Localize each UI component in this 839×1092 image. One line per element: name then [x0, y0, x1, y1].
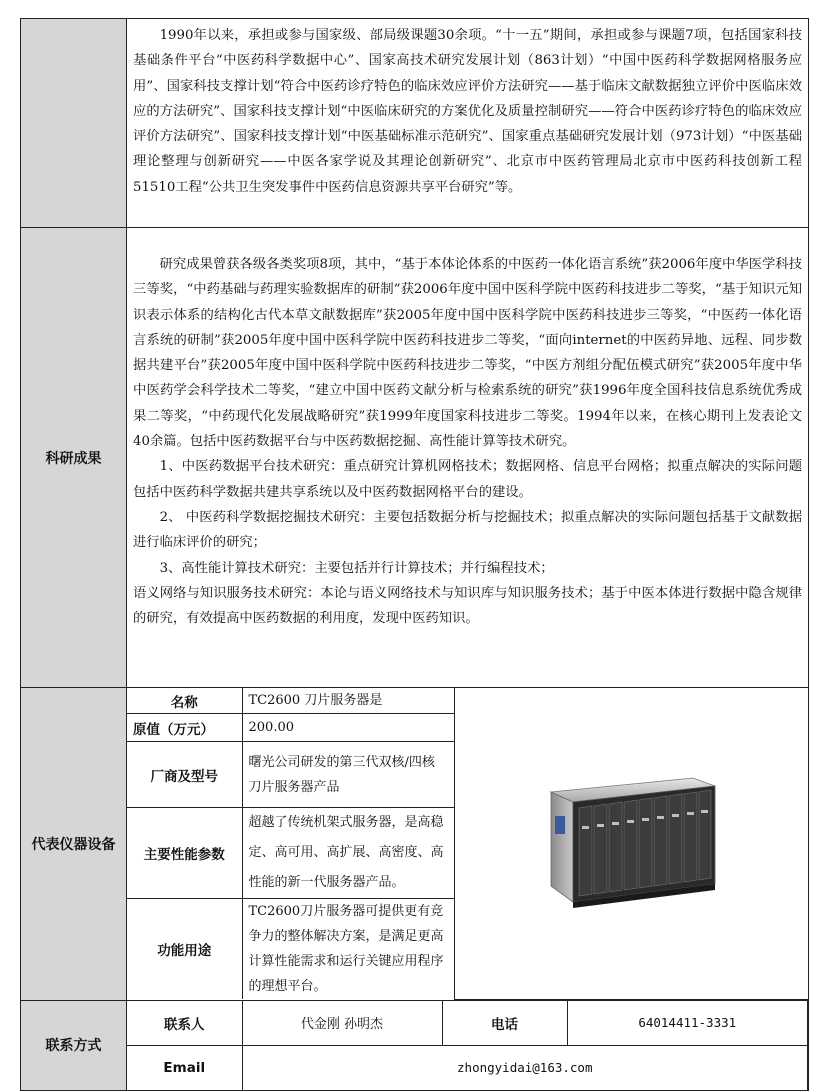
equipment-header: 代表仪器设备	[21, 688, 127, 1001]
equipment-value-vendor: 曙光公司研发的第三代双核/四核刀片服务器产品	[242, 742, 454, 808]
achievements-cell	[127, 228, 809, 688]
projects-paragraph: 1990年以来，承担或参与国家级、部局级课题30余项。“十一五”期间，承担或参与课题7项，包括国家科技基础条件平台“中医药科学数据中心”、国家高技术研究发展计划（863计划）“中国中医药科学数据网格服务应用”、国家科技支撑计划“符合中医药诊疗特色的临床效应评价方法研究——基于临床文献数据独立评价中医临床效应的方法研究”、国家科技支撑计划“中医临床研究的方案优化及质量控制研究——符合中医药诊疗特色的临床效应评价方法研究”、国家科技支撑计划“中医基础标准示范研究”、国家重点基础研究发展计划（973计划）“中医基础理论整理与创新研究——中医各家学说及其理论创新研究”、北京市中医药管理局北京市中医药科技创新工程51510工程“公共卫生突发事件中医药信息资源共享平台研究”等。	[133, 28, 802, 195]
equipment-label-usage: 功能用途	[127, 899, 242, 1000]
blade-server-photo-icon	[543, 756, 719, 926]
equipment-image-cell	[454, 688, 808, 999]
achievements-item-2: 2、 中医药科学数据挖掘技术研究：主要包括数据分析与挖掘技术；拟重点解决的实际问题包括基于文献数据进行临床评价的研究；	[133, 509, 802, 551]
achievements-row	[21, 228, 809, 688]
projects-cell	[127, 19, 809, 228]
equipment-row	[21, 688, 809, 1001]
phone-value: 64014411-3331	[567, 1001, 808, 1046]
equipment-label-price: 原值（万元）	[127, 714, 242, 742]
phone-label: 电话	[442, 1001, 567, 1046]
contact-row	[21, 1000, 809, 1090]
contact-table	[127, 1001, 808, 1090]
equipment-table	[127, 688, 808, 1000]
achievements-paragraph: 研究成果曾获各级各类奖项8项，其中，“基于本体论体系的中医药一体化语言系统”获2006年度中华医学科技三等奖，“中药基础与药理实验数据库的研制”获2006年度中国中医科学院中医药科技进步二等奖，“基于知识元知识表示体系的结构化古代本草文献数据库”获2005年度中国中医科学院中医药科技进步三等奖，“中医药一体化语言系统的研制”获2005年度中国中医科学院中医药科技进步二等奖，“面向internet的中医药异地、远程、同步数据共建平台”获2005年度中国中医科学院中医药科技进步二等奖，“中医方剂组分配伍模式研究”获2005年度中华中医药学会科学技术二等奖，“建立中国中医药文献分析与检索系统的研究”获1996年度全国科技信息系统优秀成果二等奖，“中药现代化发展战略研究”获1999年度国家科技进步二等奖。1994年以来，在核心期刊上发表论文40余篇。包括中医药数据平台与中医药数据挖掘、高性能计算等技术研究。	[133, 257, 802, 450]
contact-person-value: 代金刚 孙明杰	[242, 1001, 442, 1046]
projects-row	[21, 19, 809, 228]
email-value[interactable]: zhongyidai@163.com	[242, 1045, 808, 1090]
equipment-row-name	[127, 688, 808, 714]
achievements-item-4: 语义网络与知识服务技术研究：本论与语义网络技术与知识库与知识服务技术；基于中医本体进行数据中隐含规律的研究，有效提高中医药数据的利用度，发现中医药知识。	[133, 585, 802, 627]
equipment-value-performance: 超越了传统机架式服务器，是高稳定、高可用、高扩展、高密度、高性能的新一代服务器产品。	[242, 808, 454, 899]
achievements-header: 科研成果	[21, 228, 127, 688]
contact-person-label: 联系人	[127, 1001, 242, 1046]
equipment-value-name: TC2600 刀片服务器是	[242, 688, 454, 714]
email-label: Email	[127, 1045, 242, 1090]
achievements-item-3: 3、高性能计算技术研究：主要包括并行计算技术；并行编程技术；	[159, 560, 554, 576]
contact-header: 联系方式	[21, 1000, 127, 1090]
contact-row-person	[127, 1001, 808, 1046]
contact-cell	[127, 1000, 809, 1090]
contact-row-email	[127, 1045, 808, 1090]
equipment-value-usage: TC2600刀片服务器可提供更有竞争力的整体解决方案，是满足更高计算性能需求和运行关键应用程序的理想平台。	[242, 899, 454, 1000]
projects-header	[21, 19, 127, 228]
equipment-value-price: 200.00	[242, 714, 454, 742]
info-table	[20, 18, 809, 1091]
achievements-item-1: 1、中医药数据平台技术研究：重点研究计算机网格技术；数据网格、信息平台网格；拟重点解决的实际问题包括中医药科学数据共建共享系统以及中医药数据网格平台的建设。	[133, 459, 802, 500]
equipment-cell	[127, 688, 809, 1001]
equipment-label-vendor: 厂商及型号	[127, 742, 242, 808]
equipment-label-name: 名称	[127, 688, 242, 714]
equipment-label-performance: 主要性能参数	[127, 808, 242, 899]
